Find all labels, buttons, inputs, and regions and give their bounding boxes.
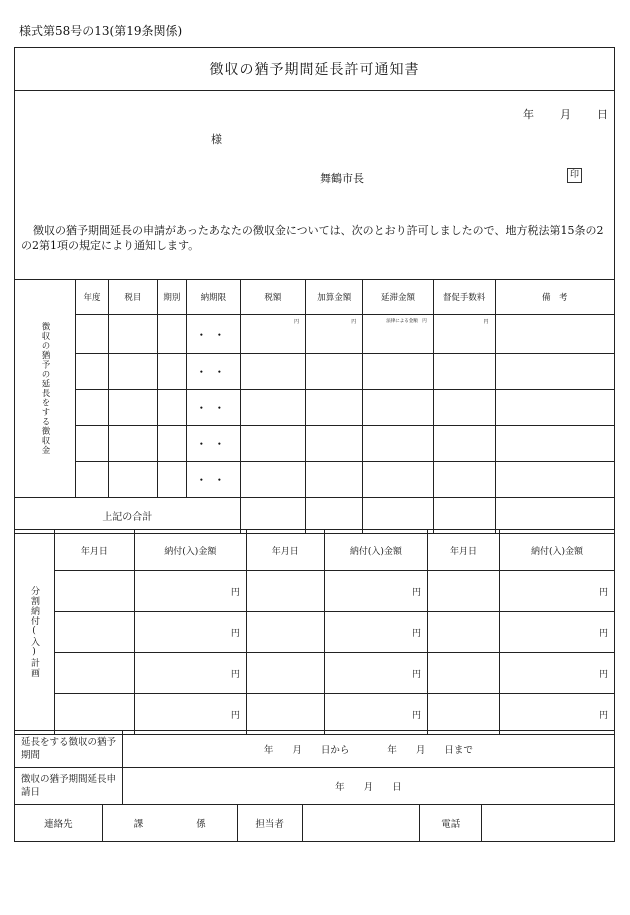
yen-unit: 円 [324, 571, 427, 612]
table-row [15, 315, 615, 354]
installment-plan-table [14, 529, 615, 735]
header-cell: 税目 [109, 280, 158, 315]
issuer-name: 舞鶴市長 [320, 172, 364, 185]
table-row [15, 390, 615, 426]
side-label: 徴収の猶予の延長をする徴収金 [15, 280, 76, 498]
yen-unit: 円 [500, 571, 615, 612]
issue-date [523, 106, 608, 122]
yen-unit: 円 [500, 612, 615, 653]
late-fee-note: 法律による金額 円 [363, 315, 433, 354]
table-row [15, 571, 615, 612]
header-cell: 延滞金額 [363, 280, 433, 315]
due-date-dots: ・・ [187, 462, 241, 498]
yen-unit: 円 [240, 315, 305, 354]
header-cell: 督促手数料 [433, 280, 495, 315]
phone-value [482, 805, 615, 842]
table-row [15, 694, 615, 735]
apply-date-value: 年 月 日 [122, 768, 614, 805]
person-value [302, 805, 420, 842]
date-month: 月 [560, 108, 571, 121]
form-title: 徴収の猶予期間延長許可通知書 [15, 48, 614, 91]
apply-date-row [15, 768, 615, 805]
table-row [15, 354, 615, 390]
yen-unit: 円 [134, 612, 246, 653]
yen-unit: 円 [500, 694, 615, 735]
form-number: 様式第58号の13(第19条関係) [19, 24, 183, 38]
yen-unit: 円 [324, 653, 427, 694]
section-cell [102, 805, 237, 842]
due-date-dots: ・・ [187, 354, 241, 390]
yen-unit: 円 [134, 571, 246, 612]
person-label: 担当者 [237, 805, 302, 842]
yen-unit: 円 [306, 315, 363, 354]
period-value: 年 月 日から 年 月 日まで [122, 731, 614, 768]
table-header-row [15, 280, 615, 315]
yen-unit: 円 [134, 653, 246, 694]
due-date-dots: ・・ [187, 426, 241, 462]
header-cell: 納付(入)金額 [134, 530, 246, 571]
total-label: 上記の合計 [15, 498, 241, 534]
header-cell: 納付(入)金額 [324, 530, 427, 571]
yen-unit: 円 [324, 612, 427, 653]
header-cell: 期別 [157, 280, 186, 315]
table-row [15, 653, 615, 694]
subsection-label: 係 [196, 819, 206, 830]
date-day: 日 [597, 108, 608, 121]
due-date-dots: ・・ [187, 390, 241, 426]
due-date-dots: ・・ [187, 315, 241, 354]
header-cell: 納期限 [187, 280, 241, 315]
period-label: 延長をする徴収の猶予期間 [15, 731, 123, 768]
table-row [15, 426, 615, 462]
side-label: 分割納付(入)計画 [15, 530, 55, 735]
yen-unit: 円 [324, 694, 427, 735]
table-header-row [15, 530, 615, 571]
date-year: 年 [523, 108, 534, 121]
header-cell: 年月日 [427, 530, 499, 571]
notice-form [14, 47, 615, 842]
table-row [15, 462, 615, 498]
table-row [15, 612, 615, 653]
header-cell: 加算金額 [306, 280, 363, 315]
header-cell: 備 考 [495, 280, 615, 315]
section-label: 課 [133, 819, 144, 830]
addressee-suffix: 様 [211, 133, 222, 146]
header-cell: 税額 [240, 280, 305, 315]
seal-mark: 印 [567, 168, 582, 183]
apply-date-label: 徴収の猶予期間延長申請日 [15, 768, 123, 805]
tax-items-table [14, 279, 615, 534]
phone-label: 電話 [420, 805, 482, 842]
period-row [15, 731, 615, 768]
header-cell: 納付(入)金額 [500, 530, 615, 571]
contact-row [15, 805, 615, 842]
yen-unit: 円 [433, 315, 495, 354]
header-cell: 年月日 [246, 530, 324, 571]
header-cell: 年度 [76, 280, 109, 315]
yen-unit: 円 [134, 694, 246, 735]
period-contact-table [14, 730, 615, 842]
contact-label: 連絡先 [15, 805, 103, 842]
yen-unit: 円 [500, 653, 615, 694]
notice-body: 徴収の猶予期間延長の申請があったあなたの徴収金については、次のとおり許可しましたので、地方税法第15条の2の2第1項の規定により通知します。 [21, 224, 604, 252]
header-cell: 年月日 [55, 530, 135, 571]
